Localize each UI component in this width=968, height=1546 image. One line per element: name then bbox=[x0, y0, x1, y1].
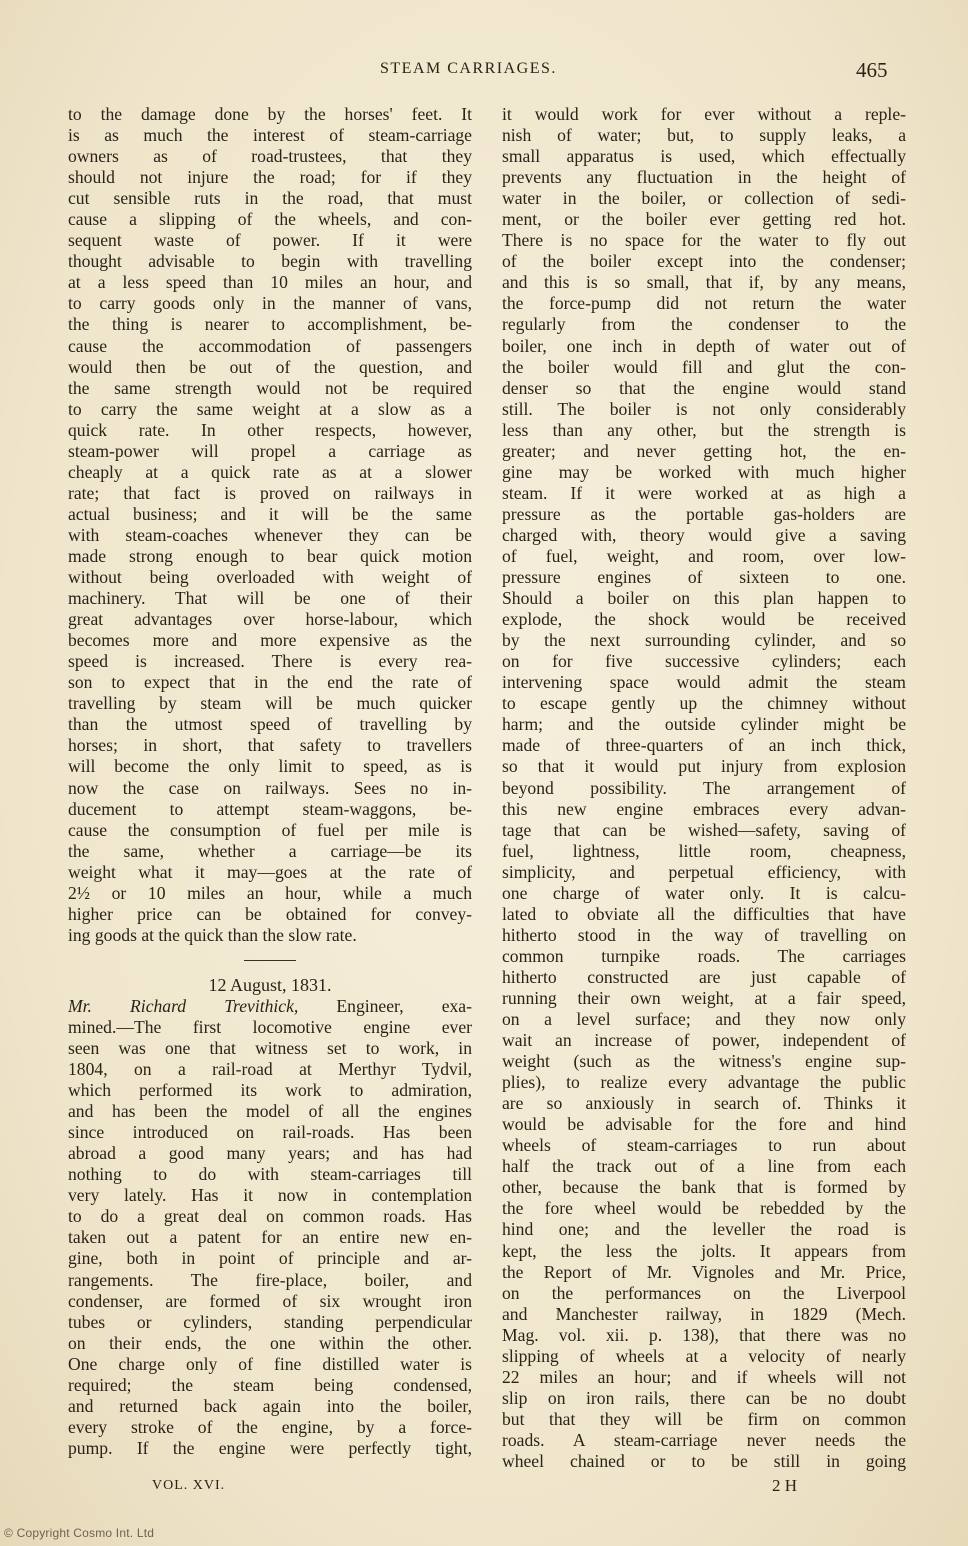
text-line: slipping of wheels at a velocity of nearly bbox=[502, 1345, 906, 1366]
text-line: explode, the shock would be received bbox=[502, 609, 906, 630]
text-line: travelling by steam will be much quicker bbox=[68, 693, 472, 714]
text-line: common turnpike roads. The carriages bbox=[502, 945, 906, 966]
text-line: tage that can be wished—safety, saving of bbox=[502, 819, 906, 840]
text-line: and returned back again into the boiler, bbox=[68, 1395, 472, 1416]
text-line: sequent waste of power. If it were bbox=[68, 230, 472, 251]
text-line: so that it would put injury from explosion bbox=[502, 756, 906, 777]
text-line: would be advisable for the fore and hind bbox=[502, 1114, 906, 1135]
witness-intro-rest: Engineer, exa- bbox=[298, 995, 472, 1016]
text-line: one charge of water only. It is calcu- bbox=[502, 882, 906, 903]
text-line: Mag. vol. xii. p. 138), that there was no bbox=[502, 1324, 906, 1345]
text-line: to escape gently up the chimney without bbox=[502, 693, 906, 714]
text-line: and this is so small, that if, by any means, bbox=[502, 272, 906, 293]
text-line: speed is increased. There is every rea- bbox=[68, 651, 472, 672]
left-column-text bbox=[68, 104, 472, 946]
text-line: made of three-quarters of an inch thick, bbox=[502, 735, 906, 756]
text-line: half the track out of a line from each bbox=[502, 1156, 906, 1177]
text-line: and Manchester railway, in 1829 (Mech. bbox=[502, 1303, 906, 1324]
copyright-notice: © Copyright Cosmo Int. Ltd bbox=[4, 1526, 155, 1540]
text-line: harm; and the outside cylinder might be bbox=[502, 714, 906, 735]
text-line: with steam-coaches whenever they can be bbox=[68, 524, 472, 545]
text-line: horses; in short, that safety to travellers bbox=[68, 735, 472, 756]
text-line: than the utmost speed of travelling by bbox=[68, 714, 472, 735]
text-line: should not injure the road; for if they bbox=[68, 167, 472, 188]
section-divider bbox=[244, 960, 296, 961]
text-line: becomes more and more expensive as the bbox=[68, 630, 472, 651]
running-head: STEAM CARRIAGES. bbox=[380, 60, 557, 77]
text-line: on a level surface; and they now only bbox=[502, 1009, 906, 1030]
text-line: it would work for ever without a reple- bbox=[502, 104, 906, 124]
text-line: water in the boiler, or collection of sedi- bbox=[502, 188, 906, 209]
text-line: ing goods at the quick than the slow rate. bbox=[68, 924, 357, 945]
text-line: rangements. The fire-place, boiler, and bbox=[68, 1269, 472, 1290]
text-line: cause the accommodation of passengers bbox=[68, 335, 472, 356]
text-line: owners as of road-trustees, that they bbox=[68, 146, 472, 167]
text-line: slip on iron rails, there can be no doubt bbox=[502, 1387, 906, 1408]
text-line: 2½ or 10 miles an hour, while a much bbox=[68, 882, 472, 903]
text-line: cause the consumption of fuel per mile is bbox=[68, 819, 472, 840]
text-line: rate; that fact is proved on railways in bbox=[68, 482, 472, 503]
text-line: would then be out of the question, and bbox=[68, 356, 472, 377]
text-line: at a less speed than 10 miles an hour, and bbox=[68, 272, 472, 293]
text-line: will become the only limit to speed, as is bbox=[68, 756, 472, 777]
text-line: charged with, theory would give a saving bbox=[502, 524, 906, 545]
text-line: made strong enough to bear quick motion bbox=[68, 545, 472, 566]
text-line: cut sensible ruts in the road, that must bbox=[68, 188, 472, 209]
text-line: intervening space would admit the steam bbox=[502, 672, 906, 693]
text-line: this new engine embraces every advan- bbox=[502, 798, 906, 819]
text-line: hitherto constructed are just capable of bbox=[502, 966, 906, 987]
witness-intro-line bbox=[68, 996, 472, 1017]
text-line: ment, or the boiler ever getting red hot. bbox=[502, 209, 906, 230]
text-line: the force-pump did not return the water bbox=[502, 293, 906, 314]
text-line: running their own weight, at a fair speed, bbox=[502, 987, 906, 1008]
text-line: still. The boiler is not only considerably bbox=[502, 398, 906, 419]
text-line: very lately. Has it now in contemplation bbox=[68, 1185, 472, 1206]
witness-name: Mr. Richard Trevithick, bbox=[68, 995, 299, 1016]
text-line: since introduced on rail-roads. Has been bbox=[68, 1122, 472, 1143]
text-line: the fore wheel would be rebedded by the bbox=[502, 1198, 906, 1219]
text-line: which performed its work to admiration, bbox=[68, 1080, 472, 1101]
text-line: required; the steam being condensed, bbox=[68, 1374, 472, 1395]
text-line: boiler, one inch in depth of water out of bbox=[502, 335, 906, 356]
section-date: 12 August, 1831. bbox=[208, 974, 332, 995]
text-line: to carry goods only in the manner of vans, bbox=[68, 293, 472, 314]
text-line: of fuel, weight, and room, over low- bbox=[502, 545, 906, 566]
text-line: thought advisable to begin with travelling bbox=[68, 251, 472, 272]
text-line: regularly from the condenser to the bbox=[502, 314, 906, 335]
text-line: and has been the model of all the engines bbox=[68, 1101, 472, 1122]
text-line: wheel chained or to be still in going bbox=[502, 1451, 906, 1471]
text-line: other, because the bank that is formed by bbox=[502, 1177, 906, 1198]
text-line: simplicity, and perpetual efficiency, with bbox=[502, 861, 906, 882]
text-line: on the performances on the Liverpool bbox=[502, 1282, 906, 1303]
text-line: now the case on railways. Sees no in- bbox=[68, 777, 472, 798]
text-line: to the damage done by the horses' feet. It bbox=[68, 104, 472, 124]
text-line: the same, whether a carriage—be its bbox=[68, 840, 472, 861]
text-line: wheels of steam-carriages to run about bbox=[502, 1135, 906, 1156]
text-line: but that they will be firm on common bbox=[502, 1408, 906, 1429]
text-line: the boiler would fill and glut the con- bbox=[502, 356, 906, 377]
text-line: denser so that the engine would stand bbox=[502, 377, 906, 398]
witness-testimony-text bbox=[68, 1017, 472, 1459]
text-line: the same strength would not be required bbox=[68, 377, 472, 398]
text-line: by the next surrounding cylinder, and so bbox=[502, 630, 906, 651]
text-line: hitherto stood in the way of travelling on bbox=[502, 924, 906, 945]
text-line: of the boiler except into the condenser; bbox=[502, 251, 906, 272]
text-line: great advantages over horse-labour, which bbox=[68, 609, 472, 630]
text-line: is as much the interest of steam-carriage bbox=[68, 125, 472, 146]
text-line: steam. If it were worked at as high a bbox=[502, 482, 906, 503]
right-column-text bbox=[502, 104, 906, 1472]
text-line: fuel, lightness, little room, cheapness, bbox=[502, 840, 906, 861]
text-line: are so anxiously in search of. Thinks it bbox=[502, 1093, 906, 1114]
text-line: taken out a patent for an entire new en- bbox=[68, 1227, 472, 1248]
text-line: on their ends, the one within the other. bbox=[68, 1332, 472, 1353]
volume-footer: VOL. XVI. bbox=[152, 1478, 226, 1493]
text-line: seen was one that witness set to work, in bbox=[68, 1038, 472, 1059]
text-line: One charge only of fine distilled water is bbox=[68, 1353, 472, 1374]
text-line: lated to obviate all the difficulties that have bbox=[502, 903, 906, 924]
text-line: to do a great deal on common roads. Has bbox=[68, 1206, 472, 1227]
text-line: pressure engines of sixteen to one. bbox=[502, 567, 906, 588]
text-line: every stroke of the engine, by a force- bbox=[68, 1416, 472, 1437]
text-line: kept, the less the jolts. It appears from bbox=[502, 1240, 906, 1261]
text-line: roads. A steam-carriage never needs the bbox=[502, 1429, 906, 1450]
text-line: machinery. That will be one of their bbox=[68, 588, 472, 609]
text-line: mined.—The first locomotive engine ever bbox=[68, 1016, 472, 1037]
text-line: 22 miles an hour; and if wheels will not bbox=[502, 1366, 906, 1387]
text-line: less than any other, but the strength is bbox=[502, 419, 906, 440]
right-column bbox=[502, 104, 906, 1472]
text-line: condenser, are formed of six wrought iron bbox=[68, 1290, 472, 1311]
text-line: small apparatus is used, which effectually bbox=[502, 146, 906, 167]
text-line: steam-power will propel a carriage as bbox=[68, 440, 472, 461]
text-line: prevents any fluctuation in the height of bbox=[502, 167, 906, 188]
signature-mark: 2 H bbox=[772, 1476, 798, 1495]
text-line: cause a slipping of the wheels, and con- bbox=[68, 209, 472, 230]
text-line: 1804, on a rail-road at Merthyr Tydvil, bbox=[68, 1059, 472, 1080]
text-line: greater; and never getting hot, the en- bbox=[502, 440, 906, 461]
text-line: quick rate. In other respects, however, bbox=[68, 419, 472, 440]
text-line: pump. If the engine were perfectly tight, bbox=[68, 1437, 472, 1458]
text-line: weight (such as the witness's engine sup- bbox=[502, 1051, 906, 1072]
text-line: on for five successive cylinders; each bbox=[502, 651, 906, 672]
text-line: nish of water; but, to supply leaks, a bbox=[502, 125, 906, 146]
text-line: wait an increase of power, independent of bbox=[502, 1030, 906, 1051]
text-line: hind one; and the leveller the road is bbox=[502, 1219, 906, 1240]
text-line: the thing is nearer to accomplishment, be- bbox=[68, 314, 472, 335]
text-line: plies), to realize every advantage the public bbox=[502, 1072, 906, 1093]
left-column bbox=[68, 104, 472, 1459]
text-line: gine may be worked with much higher bbox=[502, 461, 906, 482]
text-line: gine, both in point of principle and ar- bbox=[68, 1248, 472, 1269]
text-line: higher price can be obtained for convey- bbox=[68, 903, 472, 924]
page-number: 465 bbox=[856, 58, 888, 82]
text-line: tubes or cylinders, standing perpendicular bbox=[68, 1311, 472, 1332]
text-line: There is no space for the water to fly out bbox=[502, 230, 906, 251]
text-line: son to expect that in the end the rate of bbox=[68, 672, 472, 693]
text-line: nothing to do with steam-carriages till bbox=[68, 1164, 472, 1185]
text-line: the Report of Mr. Vignoles and Mr. Price, bbox=[502, 1261, 906, 1282]
text-line: without being overloaded with weight of bbox=[68, 567, 472, 588]
text-line: abroad a good many years; and has had bbox=[68, 1143, 472, 1164]
text-line: weight what it may—goes at the rate of bbox=[68, 861, 472, 882]
text-line: to carry the same weight at a slow as a bbox=[68, 398, 472, 419]
text-line: ducement to attempt steam-waggons, be- bbox=[68, 798, 472, 819]
text-line: pressure as the portable gas-holders are bbox=[502, 503, 906, 524]
text-line: cheaply at a quick rate as at a slower bbox=[68, 461, 472, 482]
text-line: Should a boiler on this plan happen to bbox=[502, 588, 906, 609]
text-line: actual business; and it will be the same bbox=[68, 503, 472, 524]
text-line: beyond possibility. The arrangement of bbox=[502, 777, 906, 798]
